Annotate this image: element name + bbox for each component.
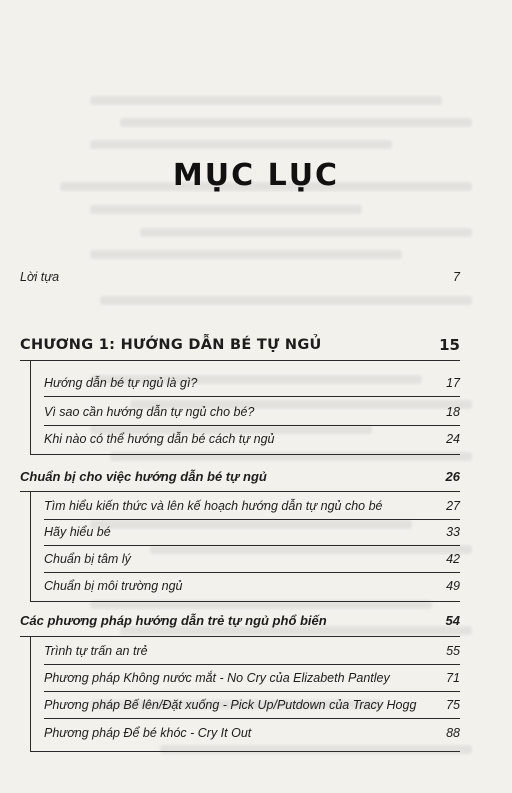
toc-entry-label: Lời tựa (20, 270, 60, 284)
toc-entry-page: 33 (446, 525, 460, 539)
toc-entry[interactable] (0, 521, 512, 543)
toc-entry-label: Phương pháp Để bé khóc - Cry It Out (44, 726, 252, 740)
toc-entry-label: Hãy hiểu bé (44, 525, 111, 539)
toc-entry-page: 88 (446, 726, 460, 740)
toc-entry[interactable] (0, 640, 512, 662)
section-label: Các phương pháp hướng dẫn trẻ tự ngủ phổ biến (20, 613, 327, 628)
section-divider (20, 636, 460, 637)
toc-entry-label: Hướng dẫn bé tự ngủ là gì? (44, 376, 198, 390)
toc-chapter-1[interactable] (0, 332, 512, 358)
toc-entry-page: 17 (446, 376, 460, 390)
toc-entry-page: 7 (453, 270, 460, 284)
entry-divider (44, 664, 460, 665)
toc-entry-label: Khi nào có thể hướng dẫn bé cách tự ngủ (44, 432, 275, 446)
toc-entry-label: Trình tự trấn an trẻ (44, 644, 148, 658)
toc-entry[interactable] (0, 495, 512, 517)
toc-entry-label: Tìm hiểu kiến thức và lên kế hoạch hướng dẫn tự ngủ cho bé (44, 499, 383, 513)
toc-section-preparation[interactable] (0, 465, 512, 489)
toc-entry-page: 55 (446, 644, 460, 658)
toc-entry-page: 49 (446, 579, 460, 593)
toc-entry-label: Phương pháp Không nước mắt - No Cry của Elizabeth Pantley (44, 671, 390, 685)
toc-entry-label: Chuẩn bị môi trường ngủ (44, 579, 183, 593)
section-page: 26 (445, 469, 460, 484)
entry-divider (30, 601, 460, 602)
entry-divider (30, 454, 460, 455)
section-page: 54 (445, 613, 460, 628)
toc-entry-page: 18 (446, 405, 460, 419)
toc-entry[interactable] (0, 694, 512, 716)
toc-entry-page: 71 (446, 671, 460, 685)
toc-entry-label: Phương pháp Bế lên/Đặt xuống - Pick Up/Putdown của Tracy Hogg (44, 698, 417, 712)
toc-entry-label: Chuẩn bị tâm lý (44, 552, 131, 566)
chapter-page: 15 (439, 336, 460, 354)
toc-entry-page: 42 (446, 552, 460, 566)
toc-entry[interactable] (0, 428, 512, 450)
entry-divider (44, 691, 460, 692)
toc-entry-page: 27 (446, 499, 460, 513)
chapter-label: CHƯƠNG 1: HƯỚNG DẪN BÉ TỰ NGỦ (20, 337, 322, 353)
toc-entry-preface[interactable] (0, 266, 512, 288)
entry-divider (30, 751, 460, 752)
page-title: MỤC LỤC (172, 158, 340, 193)
entry-divider (44, 425, 460, 426)
entry-divider (44, 519, 460, 520)
toc-entry[interactable] (0, 575, 512, 597)
section-label: Chuẩn bị cho việc hướng dẫn bé tự ngủ (20, 469, 267, 484)
toc-entry-page: 75 (446, 698, 460, 712)
chapter-divider (20, 360, 460, 361)
toc-entry-page: 24 (446, 432, 460, 446)
toc-entry[interactable] (0, 372, 512, 394)
toc-entry[interactable] (0, 548, 512, 570)
toc-section-methods[interactable] (0, 609, 512, 633)
section-divider (20, 491, 460, 492)
toc-entry[interactable] (0, 401, 512, 423)
toc-entry-label: Vì sao cần hướng dẫn tự ngủ cho bé? (44, 405, 255, 419)
entry-divider (44, 545, 460, 546)
toc-entry[interactable] (0, 667, 512, 689)
entry-divider (44, 572, 460, 573)
entry-divider (44, 396, 460, 397)
entry-divider (44, 718, 460, 719)
toc-entry[interactable] (0, 722, 512, 744)
